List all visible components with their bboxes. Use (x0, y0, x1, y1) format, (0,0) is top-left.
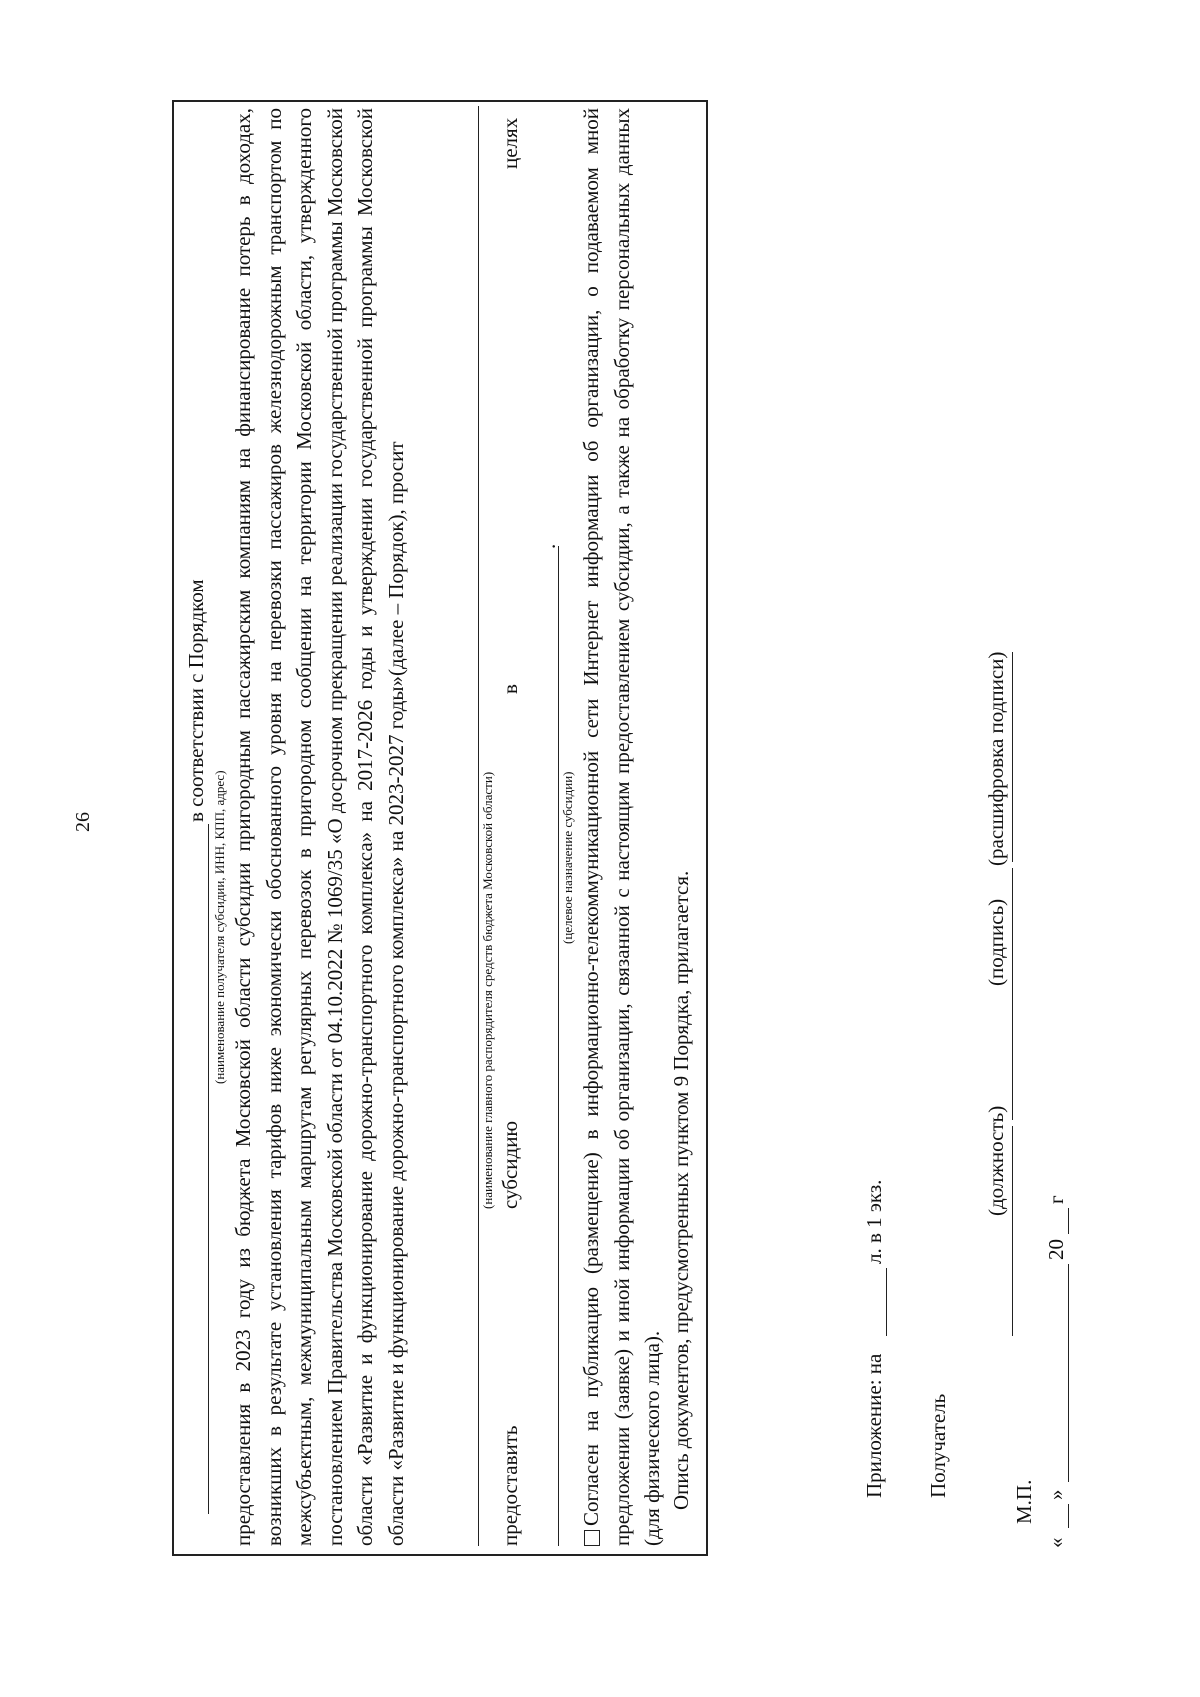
purposes-word: целях (498, 117, 522, 169)
date-close-quote: » (1044, 1489, 1068, 1500)
consent-checkbox[interactable] (584, 1530, 600, 1546)
in-accordance-text: в соответствии с Порядком (184, 579, 208, 822)
date-day-field[interactable] (1068, 1504, 1069, 1528)
recipient-caption: (наименование получателя субсидии, ИНН, КПП, адрес) (212, 770, 227, 1084)
signature-field[interactable] (1012, 868, 1013, 1120)
subsidy-word: субсидию (498, 1120, 522, 1209)
date-year-suffix: г (1044, 1195, 1068, 1204)
attachment-suffix: л. в 1 экз. (862, 1179, 886, 1264)
signature-area (862, 96, 1192, 1556)
main-paragraph: предоставления в 2023 году из бюджета Московской области субсидии пригородным пассажирским компаниям на финансирование потерь в доходах, возникших в результате установления тарифов ниже экономически обоснованного уровня на перевозки пассажиров железнодорожным транспортом по межсубъектным, межмуниципальным маршрутам регулярных перевозок в пригородном сообщении на территории Московской области, утвержденного постановлением Правительства Московской области от 04.10.2022 № 1069/35 «О досрочном прекращении реализации государственной программы Московской области «Развитие и функционирование дорожно-транспортного комплекса» на 2017-2026 годы и утверждении государственной программы Московской области «Развитие и функционирование дорожно-транспортного комплекса» на 2023-2027 годы»(далее – Порядок), просит (231, 108, 408, 1546)
recipient-label: Получатель (926, 1393, 950, 1498)
form-frame (172, 100, 708, 1556)
consent-block (576, 108, 668, 1546)
attachment-pages-field[interactable] (886, 1268, 887, 1336)
purpose-period: . (536, 543, 560, 549)
in-word: в (498, 684, 522, 694)
decoding-caption: (расшифровка подписи) (984, 651, 1008, 866)
date-open-quote: « (1044, 1537, 1068, 1548)
attachment-prefix: Приложение: на (862, 1353, 886, 1498)
distributor-caption: (наименование главного распорядителя средств бюджета Московской области) (480, 771, 495, 1209)
distributor-field[interactable] (478, 106, 479, 1546)
inventory-line: Опись документов, предусмотренных пунктом 9 Порядка, прилагается. (669, 870, 693, 1510)
rotated-form (172, 96, 712, 1556)
purpose-caption: (целевое назначение субсидии) (560, 771, 575, 944)
stamp-label: М.П. (1012, 1479, 1036, 1524)
provide-word: предоставить (498, 1425, 522, 1546)
position-caption: (должность) (984, 1105, 1008, 1216)
date-month-field[interactable] (1068, 1264, 1069, 1482)
consent-paragraph: Согласен на публикацию (размещение) в информационно-телекоммуникационной сети Интернет информации об организации, о подаваемом мной предложении (заявке) и иной информации об организации, связанной с настоящим предоставлением субсидии, а также на обработку персональных данных (для физического лица). (579, 108, 665, 1546)
purpose-field[interactable] (558, 546, 559, 1546)
signature-caption: (подпись) (984, 898, 1008, 986)
name-field[interactable] (1012, 652, 1013, 862)
date-year-prefix: 20 (1044, 1239, 1068, 1260)
recipient-name-field[interactable] (208, 824, 209, 1514)
date-year-field[interactable] (1068, 1208, 1069, 1234)
page-number: 26 (72, 812, 94, 832)
position-field[interactable] (1012, 1126, 1013, 1336)
